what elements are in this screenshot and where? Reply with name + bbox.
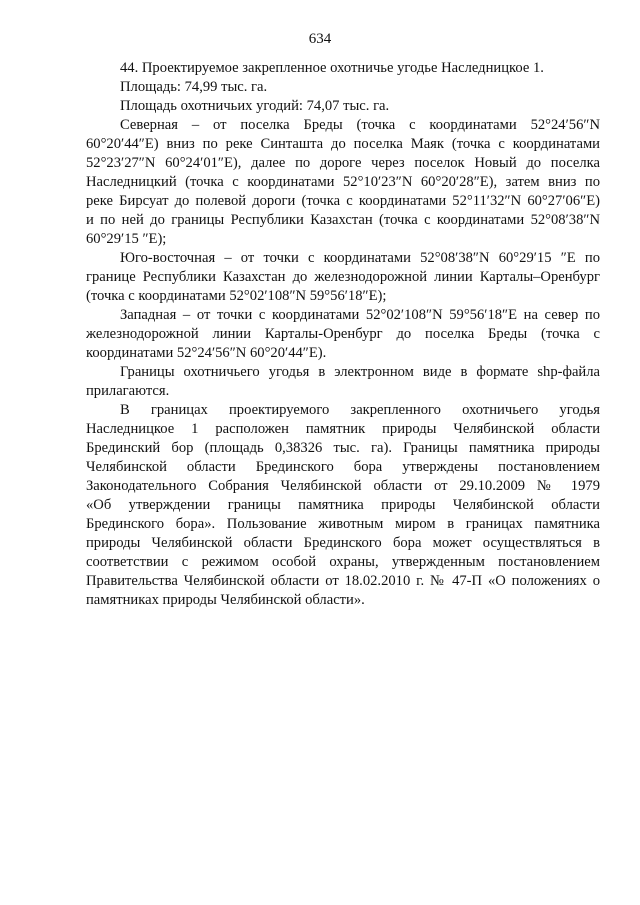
text-line: прилагаются. bbox=[86, 383, 170, 399]
text-line: железнодорожной линии Карталы-Оренбург до поселка Бреды (точка с bbox=[86, 326, 600, 342]
text-line: Законодательного Собрания Челябинской области от 29.10.2009 № 1979 bbox=[86, 478, 600, 494]
text-line: Брединский бор (площадь 0,38326 тыс. га). Границы памятника природы bbox=[86, 440, 600, 456]
text-line: соответствии с режимом особой охраны, утвержденным постановлением bbox=[86, 554, 600, 570]
text-line: Юго-восточная – от точки с координатами 52°08′38″N 60°29′15 ″E по bbox=[120, 250, 600, 266]
text-line: координатами 52°24′56″N 60°20′44″E). bbox=[86, 345, 327, 361]
text-line: и по ней до границы Республики Казахстан (точка с координатами 52°08′38″N bbox=[86, 212, 600, 228]
text-line: 44. Проектируемое закрепленное охотничье угодье Наследницкое 1. bbox=[120, 60, 544, 76]
text-line: Брединского бора». Пользование животным миром в границах памятника bbox=[86, 516, 600, 532]
text-line: природы Челябинской области Брединского бора может осуществляться в bbox=[86, 535, 600, 551]
text-line: (точка с координатами 52°02′108″N 59°56′18″E); bbox=[86, 288, 387, 304]
document-body bbox=[86, 59, 600, 610]
text-line: «Об утверждении границы памятника природы Челябинской области bbox=[86, 497, 600, 513]
text-line: Границы охотничьего угодья в электронном виде в формате shp-файла bbox=[120, 364, 600, 380]
text-line: реке Бирсуат до полевой дороги (точка с координатами 52°11′32″N 60°27′06″E) bbox=[86, 193, 600, 209]
text-line: Западная – от точки с координатами 52°02′108″N 59°56′18″E на север по bbox=[120, 307, 600, 323]
page-number: 634 bbox=[308, 31, 332, 47]
text-line: Наследницкий (точка с координатами 52°10′23″N 60°20′28″E), затем вниз по bbox=[86, 174, 600, 190]
text-line: В границах проектируемого закрепленного охотничьего угодья bbox=[120, 402, 600, 418]
text-line: 60°20′44″E) вниз по реке Синташта до поселка Маяк (точка с координатами bbox=[86, 136, 600, 152]
text-line: Площадь охотничьих угодий: 74,07 тыс. га. bbox=[120, 98, 390, 114]
text-line: памятниках природы Челябинской области». bbox=[86, 592, 365, 608]
text-line: Наследницкое 1 расположен памятник природы Челябинской области bbox=[86, 421, 600, 437]
text-line: 60°29′15 ″E); bbox=[86, 231, 167, 247]
text-line: Площадь: 74,99 тыс. га. bbox=[120, 79, 268, 95]
text-line: Челябинской области Брединского бора утверждены постановлением bbox=[86, 459, 600, 475]
text-line: границе Республики Казахстан до железнодорожной линии Карталы–Оренбург bbox=[86, 269, 600, 285]
text-line: Правительства Челябинской области от 18.02.2010 г. № 47-П «О положениях о bbox=[86, 573, 600, 589]
text-line: 52°23′27″N 60°24′01″E), далее по дороге через поселок Новый до поселка bbox=[86, 155, 600, 171]
text-line: Северная – от поселка Бреды (точка с координатами 52°24′56″N bbox=[120, 117, 600, 133]
